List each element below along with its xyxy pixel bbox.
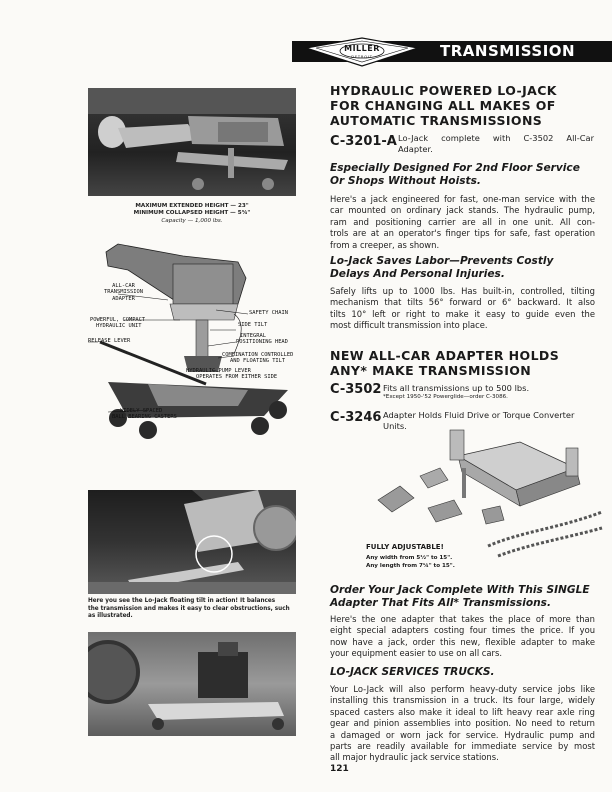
part-desc-c3246: Adapter Holds Fluid Drive or Torque Converter Units. [383, 410, 575, 431]
label-casters: WIDELY SPACED BALL BEARING CASTERS [112, 408, 177, 421]
photo1-caption-line2: MINIMUM COLLAPSED HEIGHT — 5¾" [133, 210, 251, 216]
para-one-adapter: Here's the one adapter that takes the place of more than eight special adapters costing four times the price. If you now have a jack, order this new, flexible adapter to make your equipment easier to use on all cars. [330, 614, 595, 659]
adapter-illustration [370, 428, 606, 576]
para-lifts-1000: Safely lifts up to 1000 lbs. Has built-in, controlled, tilting mechanism that tilts 56° forward or 6° backward. It also tilts 10° left or right to make it easy to guide even the most difficult transmission into place. [330, 286, 595, 331]
adjustable-length: Any length from 7¼" to 15". [366, 563, 455, 569]
page-number: 121 [330, 764, 349, 774]
part-desc-c3201a: Lo-Jack complete with C-3502 All-Car Adapter. [398, 133, 594, 154]
part-code-c3246: C-3246 [330, 410, 382, 425]
logo-brand-sub: DETROIT [351, 55, 373, 59]
label-positioning-head: INTEGRAL POSITIONING HEAD [236, 333, 288, 346]
subheading-2nd-floor: Especially Designed For 2nd Floor Service Or Shops Without Hoists. [330, 162, 580, 187]
label-release-lever: RELEASE LEVER [88, 338, 131, 344]
label-side-tilt: SIDE TILT [238, 322, 268, 328]
part-note-c3502: *Except 1950-'52 Powerglide—order C-3086. [383, 394, 508, 400]
section-title: TRANSMISSION [440, 42, 576, 60]
adjustable-title: FULLY ADJUSTABLE! [366, 543, 444, 551]
photo1-capacity: Capacity — 1,000 lbs. [161, 218, 223, 224]
main-title: HYDRAULIC POWERED LO-JACK FOR CHANGING ALL MAKES OF AUTOMATIC TRANSMISSIONS [330, 83, 557, 128]
subheading-trucks: LO-JACK SERVICES TRUCKS. [330, 666, 495, 678]
label-hydraulic-unit: POWERFUL, COMPACT HYDRAULIC UNIT [90, 317, 146, 330]
part-desc-c3502: Fits all transmissions up to 500 lbs. [383, 383, 530, 393]
label-adapter: ALL-CAR TRANSMISSION ADAPTER [104, 283, 143, 302]
part-code-c3502: C-3502 [330, 382, 382, 397]
photo-floating-tilt [88, 490, 296, 594]
subheading-saves-labor: Lo-Jack Saves Labor—Prevents Costly Delays And Personal Injuries. [330, 255, 554, 280]
label-safety-chain: SAFETY CHAIN [249, 310, 288, 316]
photo-truck-transmission [88, 632, 296, 736]
part-code-c3201a: C-3201-A [330, 134, 397, 149]
adapter-title: NEW ALL-CAR ADAPTER HOLDS ANY* MAKE TRANSMISSION [330, 348, 560, 378]
para-trucks: Your Lo-Jack will also perform heavy-duty service jobs like installing this transmission in a truck. Its four large, widely spaced casters also make it ideal to lift heavy rear axle ring gear and pinion assemblies into position. No need to return a damaged or worn jack for service. Hydraulic pump and parts are readily available for immediate service by most all major hydraulic jack service stations. [330, 684, 595, 763]
label-combination-tilt: COMBINATION CONTROLLED AND FLOATING TILT [222, 352, 294, 365]
logo-brand: MILLER [344, 44, 380, 53]
photo-jack-under-car [88, 88, 296, 196]
subheading-order-jack: Order Your Jack Complete With This SINGLE Adapter That Fits All* Transmissions. [330, 584, 590, 609]
photo1-caption-line1: MAXIMUM EXTENDED HEIGHT — 23" [135, 203, 249, 209]
label-pump-lever: HYDRAULIC PUMP LEVER OPERATES FROM EITHER SIDE [186, 368, 278, 381]
photo2-caption: Here you see the Lo-Jack floating tilt in action! It balances the transmission and makes it easy to clear obstructions, such as illustrated. [88, 598, 290, 620]
para-one-man-service: Here's a jack engineered for fast, one-man service with the car mounted on ordinary jack stands. The hydraulic pump, ram and positioning carrier are all in one unit. All con- trols are at an operator's finger tips for safe, fast operation from a creeper, as shown. [330, 194, 595, 250]
adjustable-width: Any width from 5½" to 15". [366, 555, 453, 561]
